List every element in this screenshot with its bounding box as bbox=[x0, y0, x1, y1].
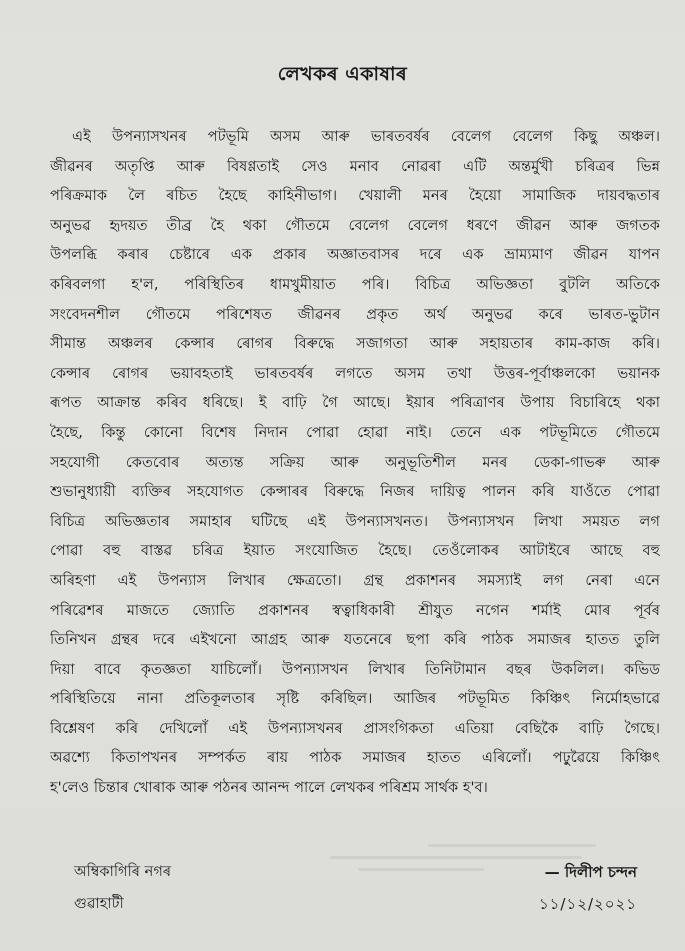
text-line: কেন্সাৰ ৰোগৰ ভয়াবহতাই ভাৰতবৰ্ষৰ লগতে অসম তথা উত্তৰ-পূৰ্বাঞ্চলকো ভয়ানক bbox=[50, 364, 660, 382]
text-line: পোৱা বহু বাস্তৱ চৰিত্ৰ ইয়াত সংযোজিত হৈছে। তেওঁলোকৰ আটাইৰে আছে বহু bbox=[50, 542, 660, 560]
preface-body bbox=[50, 122, 660, 803]
text-line: পৰিৱেশৰ মাজতে জ্যোতি প্ৰকাশনৰ স্বত্বাধিকাৰী শ্ৰীযুত নগেন শৰ্মাই মোৰ পূৰ্বৰ bbox=[50, 601, 660, 619]
date-text: ১১/১২/২০২১ bbox=[538, 895, 637, 913]
text-line: জীৱনৰ অতৃপ্তি আৰু বিষণ্ণতাই সেও মনাব নোৱৰা এটি অন্তৰ্মুখী চৰিত্ৰৰ ভিন্ন bbox=[50, 157, 660, 175]
text-line: সহযোগী কেতবোৰ অত্যন্ত সক্ৰিয় আৰু অনুভূতিশীল মনৰ ডেকা-গাভৰু আৰু bbox=[50, 453, 660, 471]
text-line: বিচিত্ৰ অভিজ্ঞতাৰ সমাহাৰ ঘটিছে এই উপন্যাসখনত। উপন্যাসখন লিখা সময়ত লগ bbox=[50, 512, 660, 530]
text-line: দিয়া বাবে কৃতজ্ঞতা যাচিলোঁ। উপন্যাসখন লিখাৰ তিনিটামান বছৰ উকলিল। কভিড bbox=[50, 660, 660, 678]
text-line: এই উপন্যাসখনৰ পটভূমি অসম আৰু ভাৰতবৰ্ষৰ বেলেগ বেলেগ কিছু অঞ্চল। bbox=[72, 128, 660, 145]
text-line: শুভানুধ্যায়ী ব্যক্তিৰ সহযোগত কেন্সাৰৰ বিৰুদ্ধে নিজৰ দায়িত্ব পালন কৰি যাওঁতে পোৱা bbox=[50, 483, 660, 501]
text-line: হৈছে, কিন্তু কোনো বিশেষ নিদান পোৱা হোৱা নাই। তেনে এক পটভূমিতে গৌতমে bbox=[50, 423, 660, 441]
place-line: গুৱাহাটী bbox=[74, 895, 124, 912]
text-line: বিশ্লেষণ কৰি দেখিলোঁ এই উপন্যাসখনৰ প্ৰাসংগিকতা এতিয়া বেছিকৈ বাঢ়ি গৈছে। bbox=[50, 719, 660, 737]
text-line: পৰিস্থিতিয়ে নানা প্ৰতিকূলতাৰ সৃষ্টি কৰিছিল। আজিৰ পটভূমিত কিঞ্চিৎ নিৰ্মোহভাৱে bbox=[50, 690, 660, 708]
page-title: লেখকৰ একাষাৰ bbox=[277, 63, 408, 85]
text-line: সংবেদনশীল গৌতমে পৰিশেষত জীৱনৰ প্ৰকৃত অৰ্থ অনুভৱ কৰে ভাৰত-ভুটান bbox=[50, 305, 660, 323]
text-line: ৰূপত আক্ৰান্ত কৰিব ধৰিছে। ই বাঢ়ি গৈ আছে। ইয়াৰ পৰিত্ৰাণৰ উপায় বিচাৰিহে থকা bbox=[50, 394, 660, 412]
text-line: অৱশ্যে কিতাপখনৰ সম্পৰ্কত ৰায় পাঠক সমাজৰ হাতত এৰিলোঁ। পঢ়ুৱৈয়ে কিঞ্চিৎ bbox=[50, 749, 660, 767]
text-line: হ'লেও চিন্তাৰ খোৰাক আৰু পঠনৰ আনন্দ পালে লেখকৰ পৰিশ্ৰম সাৰ্থক হ'ব। bbox=[50, 779, 488, 797]
text-line: তিনিখন গ্ৰন্থৰ দৰে এইখনো আগ্ৰহ আৰু যতনেৰে ছপা কৰি পাঠক সমাজৰ হাতত তুলি bbox=[50, 631, 660, 649]
text-line: সীমান্ত অঞ্চলৰ কেন্সাৰ ৰোগৰ বিৰুদ্ধে সজাগতা আৰু সহায়তাৰ কাম-কাজ কৰি। bbox=[50, 335, 660, 353]
text-line: উপলব্ধি কৰাৰ চেষ্টাৰে এক প্ৰকাৰ অজ্ঞাতবাসৰ দৰে এক ভ্ৰাম্যমাণ জীৱন যাপন bbox=[50, 246, 660, 264]
place-line: অম্বিকাগিৰি নগৰ bbox=[74, 863, 172, 880]
text-line: অনুভৱ হৃদয়ত তীব্ৰ হৈ থকা গৌতমে বেলেগ বেলেগ ধৰণে জীৱন আৰু জগতক bbox=[50, 216, 660, 234]
text-line: কৰিবলগা হ'ল, পৰিস্থিতিৰ ধামখুমীয়াত পৰি। বিচিত্ৰ অভিজ্ঞতা বুটলি অতিকে bbox=[50, 275, 660, 293]
text-line: পৰিক্ৰমাক লৈ ৰচিত হৈছে কাহিনীভাগ। খেয়ালী মনৰ হৈয়ো সামাজিক দায়বদ্ধতাৰ bbox=[50, 187, 660, 205]
text-line: অৰিহণা এই উপন্যাস লিখাৰ ক্ষেত্ৰতো। গ্ৰন্থ প্ৰকাশনৰ সমস্যাই লগ নেৰা এনে bbox=[50, 571, 660, 589]
author-signature: — দিলীপ চন্দন bbox=[544, 863, 637, 881]
